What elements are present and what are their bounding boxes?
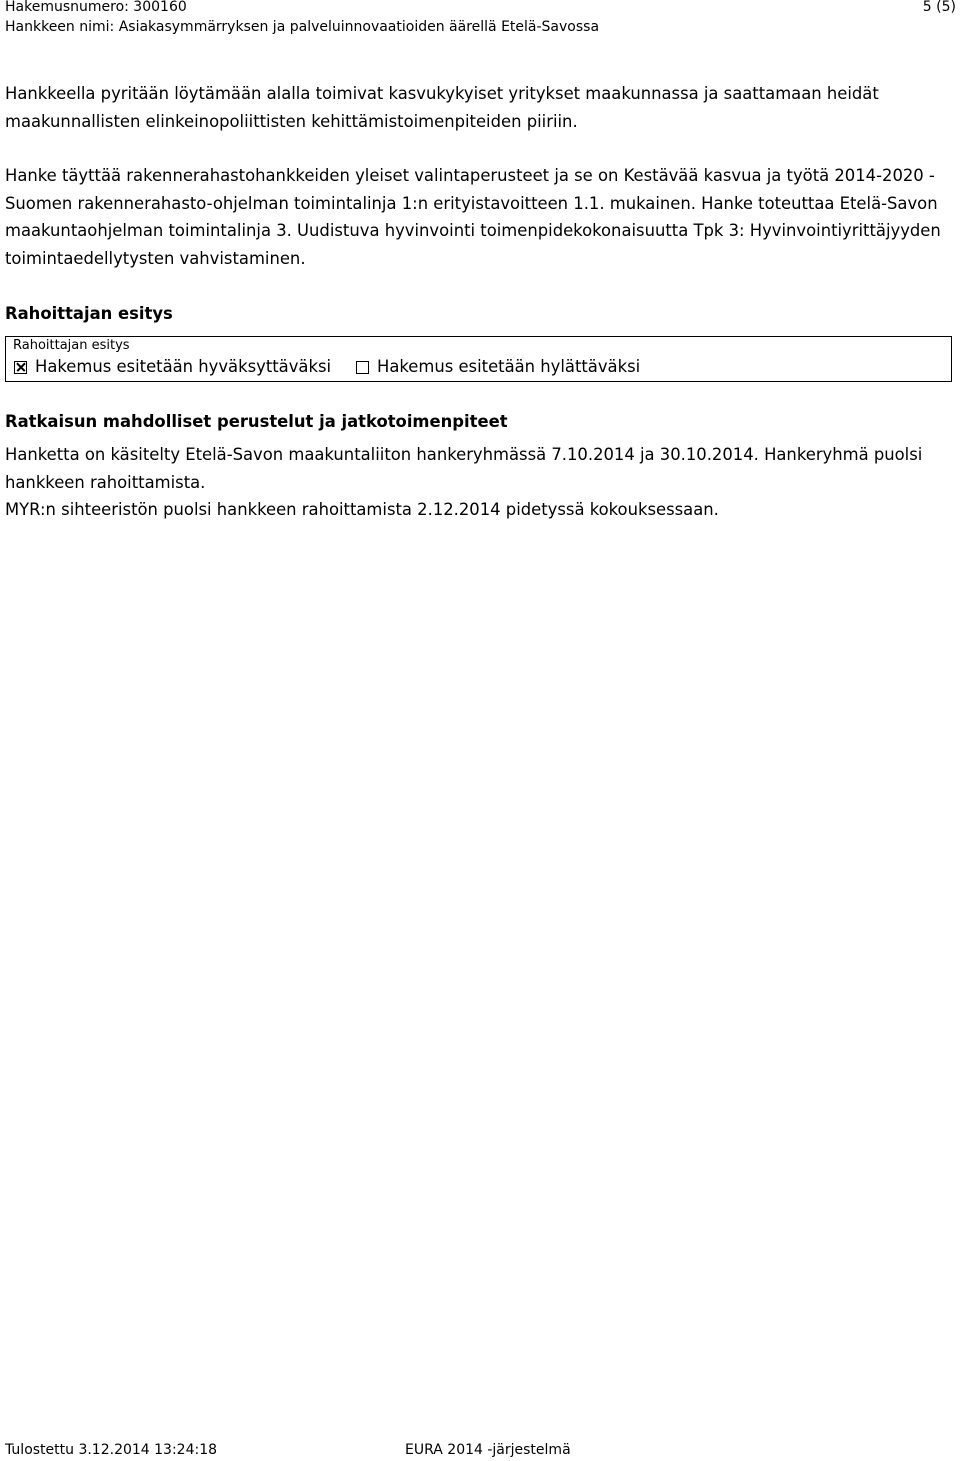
decision-paragraph-2: MYR:n sihteeristön puolsi hankkeen rahoittamista 2.12.2014 pidetyssä kokouksessaan. bbox=[5, 500, 719, 519]
reject-option-label: Hakemus esitetään hylättäväksi bbox=[377, 357, 641, 376]
project-name: Hankkeen nimi: Asiakasymmärryksen ja palveluinnovaatioiden äärellä Etelä-Savossa bbox=[5, 19, 600, 35]
body-paragraph-2: Hanke täyttää rakennerahastohankkeiden yleiset valintaperusteet ja se on Kestävää kasvua ja työtä 2014-2020 - Suomen rakennerahasto-ohjelman toimintalinja 1:n erityistavoitteen 1.1. mukainen. Hanke toteuttaa Etelä-Savon maakuntaohjelman toimintalinja 3. Uudistuva hyvinvointi toimenpidekokonaisuutta Tpk 3: Hyvinvointiyrittäjyyden toimintaedellytysten vahvistaminen. bbox=[5, 166, 941, 268]
reject-option[interactable] bbox=[356, 356, 640, 378]
decision-paragraph-1: Hanketta on käsitelty Etelä-Savon maakuntaliiton hankeryhmässä 7.10.2014 ja 30.10.2014. Hankeryhmä puolsi hankkeen rahoittamista. bbox=[5, 445, 923, 492]
checked-checkbox-icon[interactable] bbox=[14, 361, 27, 374]
funder-proposal-box bbox=[5, 336, 952, 382]
funder-proposal-heading: Rahoittajan esitys bbox=[5, 304, 173, 323]
decision-heading: Ratkaisun mahdolliset perustelut ja jatkotoimenpiteet bbox=[5, 412, 508, 431]
application-number: Hakemusnumero: 300160 bbox=[5, 0, 187, 15]
page-number: 5 (5) bbox=[922, 0, 956, 15]
approve-option[interactable] bbox=[14, 356, 331, 378]
system-name: EURA 2014 -järjestelmä bbox=[405, 1442, 571, 1458]
body-paragraph-1: Hankkeella pyritään löytämään alalla toimivat kasvukykyiset yritykset maakunnassa ja saattamaan heidät maakunnallisten elinkeinopoliittisten kehittämistoimenpiteiden piiriin. bbox=[5, 84, 879, 131]
approve-option-label: Hakemus esitetään hyväksyttäväksi bbox=[35, 357, 332, 376]
printed-timestamp: Tulostettu 3.12.2014 13:24:18 bbox=[5, 1442, 218, 1458]
funder-proposal-box-label: Rahoittajan esitys bbox=[13, 338, 130, 353]
unchecked-checkbox-icon[interactable] bbox=[356, 361, 369, 374]
